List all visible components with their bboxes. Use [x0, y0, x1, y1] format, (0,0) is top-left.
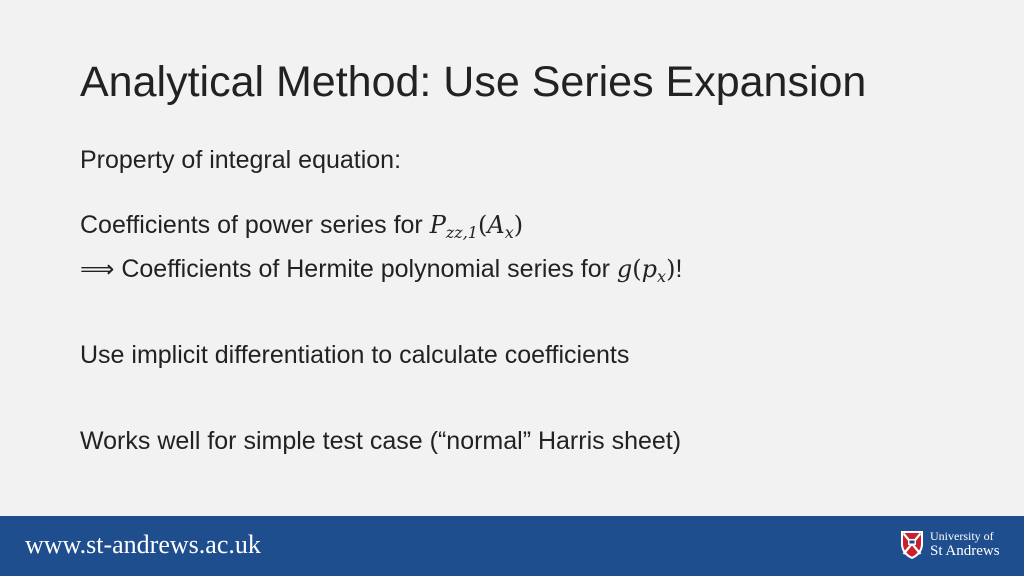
- px-symbol: p: [641, 255, 658, 283]
- ax-symbol: A: [487, 211, 505, 239]
- university-crest-icon: [900, 530, 924, 560]
- pzz-subscript: zz,1: [445, 223, 478, 242]
- footer-bar: [0, 516, 1024, 576]
- hermite-series-line: [80, 255, 682, 284]
- works-well-line: Works well for simple test case (“normal” Harris sheet): [80, 427, 682, 455]
- paren-open: (: [477, 211, 488, 239]
- slide-title: Analytical Method: Use Series Expansion: [80, 58, 867, 106]
- ax-subscript: x: [504, 223, 514, 242]
- logo-text-line1: University of: [930, 529, 994, 543]
- implicit-differentiation-line: Use implicit differentiation to calculate coefficients: [80, 341, 630, 369]
- hermite-series-text: Coefficients of Hermite polynomial series for: [114, 255, 617, 283]
- g-symbol: g: [616, 255, 633, 283]
- exclaim-mark: !: [675, 255, 683, 283]
- g-px-math: [616, 255, 676, 286]
- paren-open: (: [632, 255, 642, 283]
- power-series-text: Coefficients of power series for: [80, 211, 430, 239]
- px-subscript: x: [657, 267, 667, 286]
- pzz-ax-math: [429, 211, 524, 242]
- paren-close: ): [666, 255, 676, 283]
- property-line: Property of integral equation:: [80, 146, 402, 174]
- university-logo: [900, 529, 1012, 565]
- logo-text-line2: St Andrews: [930, 543, 1000, 559]
- implies-arrow-icon: ⟹: [80, 255, 115, 283]
- pzz-symbol: P: [429, 211, 446, 239]
- power-series-line: [80, 211, 523, 240]
- footer-url-link[interactable]: www.st-andrews.ac.uk: [25, 530, 261, 559]
- paren-close: ): [513, 211, 524, 239]
